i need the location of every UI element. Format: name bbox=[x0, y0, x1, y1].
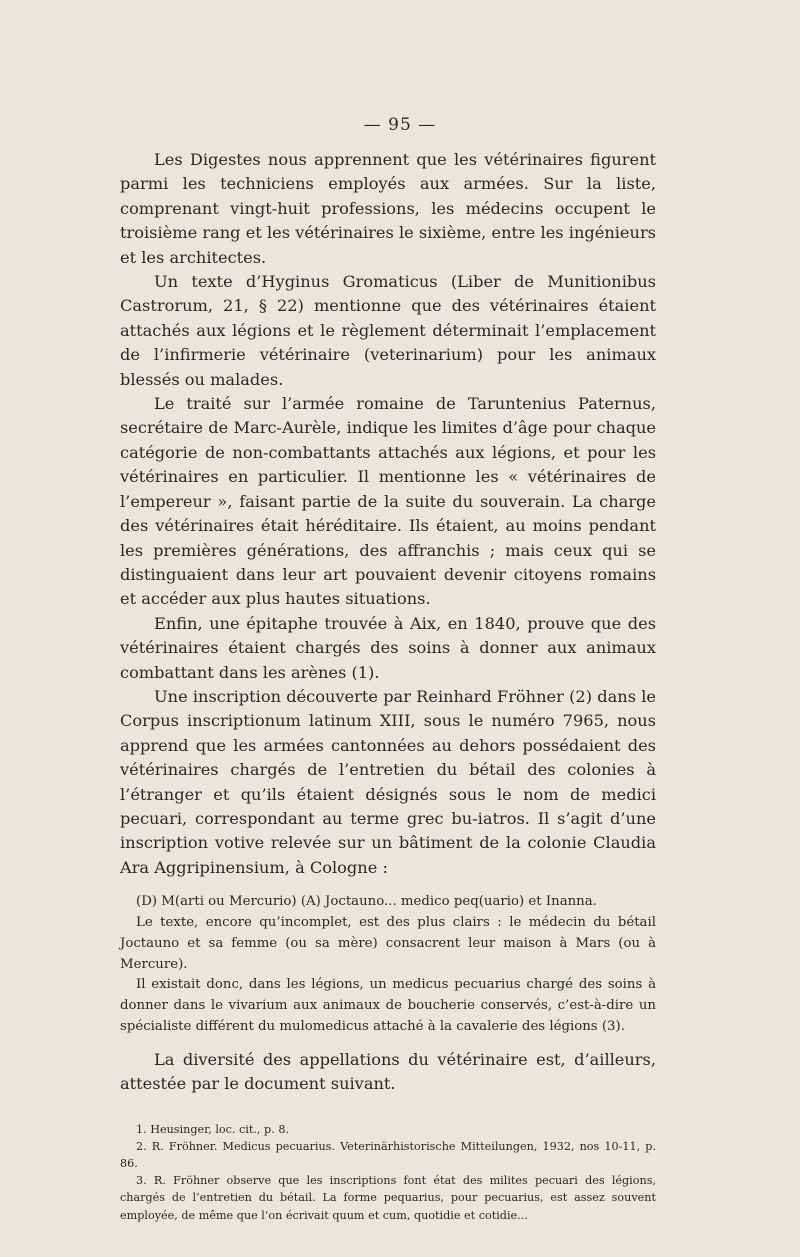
paragraph: Enfin, une épitaphe trouvée à Aix, en 1840, prouve que des vétérinaires étaient chargés des soins à donner aux animaux combattant dans les arènes (1). bbox=[120, 613, 656, 682]
footnote: 3. R. Fröhner observe que les inscriptions font état des milites pecuari des légions, chargés de l’entretien du bétail. La forme pequarius, pour pecuarius, est assez souvent employée, de même que l’on écrivait quum et cum, quotidie et cotidie... bbox=[120, 1174, 656, 1222]
footnote: 2. R. Fröhner. Medicus pecuarius. Veterinärhistorische Mitteilungen, 1932, nos 10-11, p. 86. bbox=[120, 1139, 656, 1170]
inscription-quote bbox=[120, 892, 656, 1038]
paragraph: Le traité sur l’armée romaine de Taruntenius Paternus, secrétaire de Marc-Aurèle, indique les limites d’âge pour chaque catégorie de non-combattants attachés aux légions, et pour les vétérinaires en particulier. Il mentionne les « vétérinaires de l’empereur », faisant partie de la suite du souverain. La charge des vétérinaires était héréditaire. Ils étaient, au moins pendant les premières générations, des affranchis ; mais ceux qui se distinguaient dans leur art pouvaient devenir citoyens romains et accéder aux plus hautes situations. bbox=[120, 394, 656, 609]
quote-line: (D) M(arti ou Mercurio) (A) Joctauno... medico peq(uario) et Inanna. bbox=[136, 894, 597, 910]
closing-paragraph-wrapper bbox=[120, 1048, 656, 1097]
footnote: 1. Heusinger, loc. cit., p. 8. bbox=[136, 1122, 289, 1136]
paragraph: Un texte d’Hyginus Gromaticus (Liber de Munitionibus Castrorum, 21, § 22) mentionne que des vétérinaires étaient attachés aux légions et le règlement déterminait l’emplacement de l’infirmerie vétérinaire (veterinarium) pour les animaux blessés ou malades. bbox=[120, 272, 656, 389]
quote-line: Il existait donc, dans les légions, un medicus pecuarius chargé des soins à donner dans le vivarium aux animaux de boucherie conservés, c’est-à-dire un spécialiste différent du mulomedicus attaché à la cavalerie des légions (3). bbox=[120, 977, 656, 1034]
footnotes bbox=[120, 1121, 656, 1224]
quote-line: Le texte, encore qu’incomplet, est des plus clairs : le médecin du bétail Joctauno et sa femme (ou sa mère) consacrent leur maison à Mars (ou à Mercure). bbox=[120, 914, 656, 972]
closing-paragraph: La diversité des appellations du vétérinaire est, d’ailleurs, attestée par le document suivant. bbox=[120, 1049, 656, 1094]
page-body bbox=[120, 148, 656, 1224]
paragraph: Les Digestes nous apprennent que les vétérinaires figurent parmi les techniciens employés aux armées. Sur la liste, comprenant vingt-huit professions, les médecins occupent le troisième rang et les vétérinaires le sixième, entre les ingénieurs et les architectes. bbox=[120, 150, 656, 267]
page-number: — 95 — bbox=[363, 115, 437, 135]
paragraph: Une inscription découverte par Reinhard Fröhner (2) dans le Corpus inscriptionum latinum XIII, sous le numéro 7965, nous apprend que les armées cantonnées au dehors possédaient des vétérinaires chargés de l’entretien du bétail des colonies à l’étranger et qu’ils étaient désignés sous le nom de medici pecuari, correspondant au terme grec bu-iatros. Il s’agit d’une inscription votive relevée sur un bâtiment de la colonie Claudia Ara Aggripinensium, à Cologne : bbox=[120, 686, 656, 877]
